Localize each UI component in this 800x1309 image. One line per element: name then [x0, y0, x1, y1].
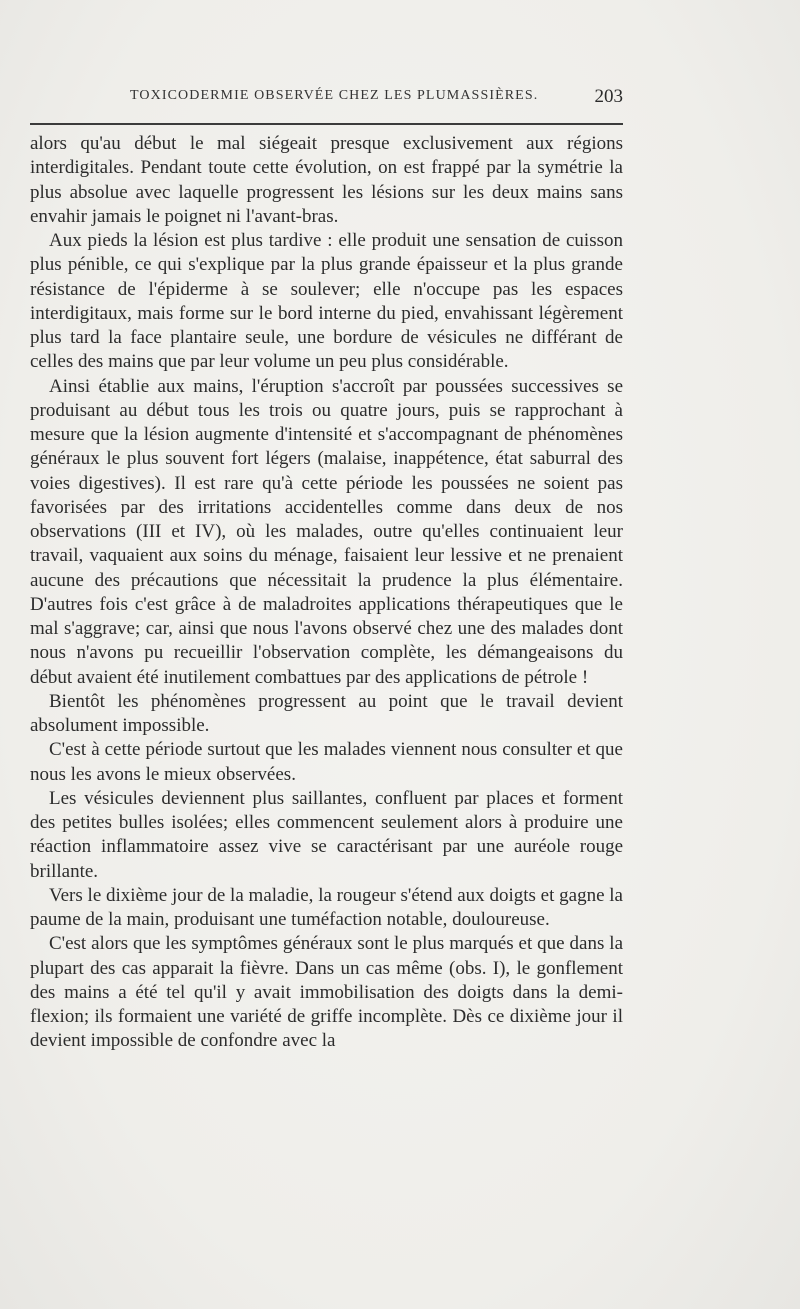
- page-header: [30, 86, 623, 112]
- paragraph-7: Vers le dixième jour de la maladie, la rougeur s'étend aux doigts et gagne la paume de la main, produisant une tuméfaction notable, douloureuse.: [30, 884, 623, 930]
- body-text: [30, 132, 623, 1054]
- paragraph-4: Bientôt les phénomènes progressent au point que le travail devient absolument impossible.: [30, 690, 623, 736]
- page-number: 203: [594, 86, 623, 107]
- paragraph-2: Aux pieds la lésion est plus tardive : elle produit une sensation de cuisson plus pénible, ce qui s'explique par la plus grande épaisseur et la plus grande résistance de l'épiderme à se soulever; elle n'occupe pas les espaces interdigitaux, mais forme sur le bord interne du pied, envahissant légèrement plus tard la face plantaire seule, une bordure de vésicules ne différant de celles des mains que par leur volume un peu plus considérable.: [30, 230, 623, 373]
- paragraph-8: C'est alors que les symptômes généraux sont le plus marqués et que dans la plupart des cas apparait la fièvre. Dans un cas même (obs. I), le gonflement des mains a été tel qu'il y avait immobilisation des doigts dans la demi-flexion; ils formaient une variété de griffe incomplète. Dès ce dixième jour il devient impossible de confondre avec la: [30, 933, 623, 1052]
- running-title: TOXICODERMIE OBSERVÉE CHEZ LES PLUMASSIÈRES.: [130, 88, 539, 103]
- paragraph-5: C'est à cette période surtout que les malades viennent nous consulter et que nous les avons le mieux observées.: [30, 739, 623, 785]
- paragraph-1: alors qu'au début le mal siégeait presque exclusivement aux régions interdigitales. Pendant toute cette évolution, on est frappé par la symétrie la plus absolue avec laquelle progressent les lésions sur les deux mains sans envahir jamais le poignet ni l'avant-bras.: [30, 133, 623, 227]
- paragraph-3: Ainsi établie aux mains, l'éruption s'accroît par poussées successives se produisant au début tous les trois ou quatre jours, puis se rapprochant à mesure que la lésion augmente d'intensité et s'accompagnant de phénomènes généraux le plus souvent fort légers (malaise, inappétence, état saburral des voies digestives). Il est rare qu'à cette période les poussées ne soient pas favorisées par des irritations accidentelles comme dans deux de nos observations (III et IV), où les malades, outre qu'elles continuaient leur travail, vaquaient aux soins du ménage, faisaient leur lessive et ne prenaient aucune des précautions que nécessitait la prudence la plus élémentaire. D'autres fois c'est grâce à de maladroites applications thérapeutiques que le mal s'aggrave; car, ainsi que nous l'avons observé chez une des malades dont nous n'avons pu recueillir l'observation complète, les démangeaisons du début avaient été inutilement combattues par des applications de pétrole !: [30, 375, 623, 688]
- paragraph-6: Les vésicules deviennent plus saillantes, confluent par places et forment des petites bulles isolées; elles commencent seulement alors à produire une réaction inflammatoire assez vive se caractérisant par une auréole rouge brillante.: [30, 787, 623, 882]
- header-rule: [30, 123, 623, 125]
